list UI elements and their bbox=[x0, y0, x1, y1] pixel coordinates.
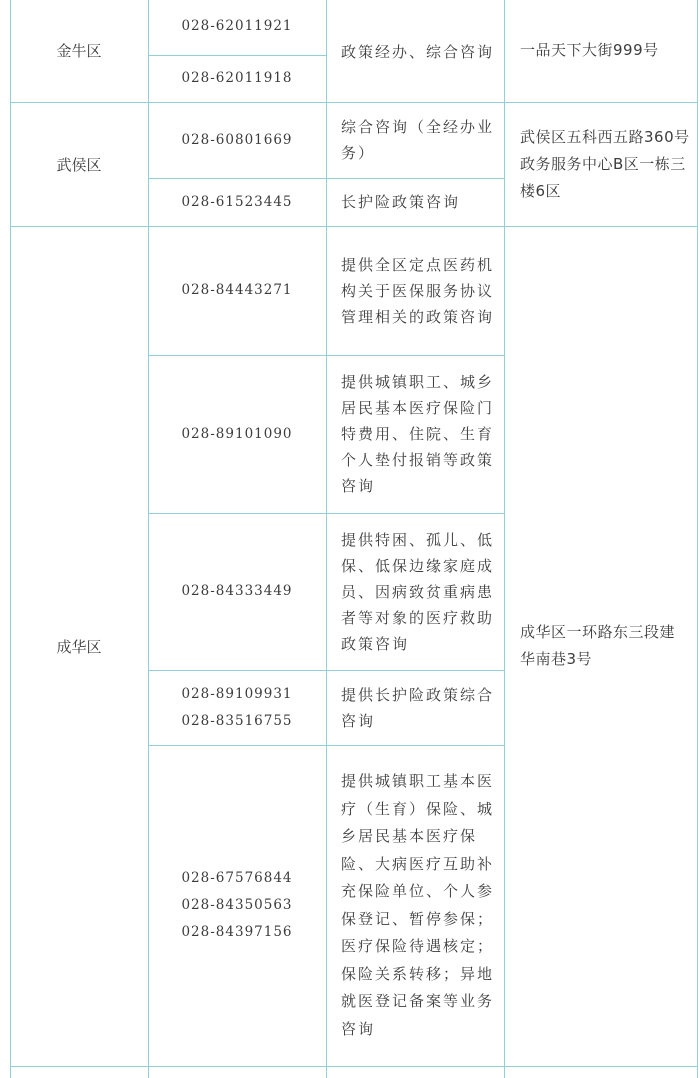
description-cell bbox=[326, 670, 504, 745]
table-border-left bbox=[10, 0, 11, 1078]
sub-row-divider bbox=[148, 178, 504, 179]
address-text: 武侯区五科西五路360号政务服务中心B区一栋三楼6区 bbox=[520, 127, 690, 200]
description-text: 政策经办、综合咨询 bbox=[341, 43, 495, 61]
description-text: 综合咨询（全经办业务） bbox=[341, 118, 495, 162]
phone-number: 028-60801669 bbox=[181, 131, 293, 148]
phone-cell bbox=[148, 178, 326, 226]
phone-number: 028-84443271 bbox=[181, 282, 293, 298]
phone-number: 028-61523445 bbox=[181, 193, 293, 210]
description-cell bbox=[326, 745, 504, 1066]
phone-cell bbox=[148, 355, 326, 513]
sub-row-divider bbox=[148, 513, 504, 514]
description-text: 提供全区定点医药机构关于医保服务协议管理相关的政策咨询 bbox=[341, 255, 495, 326]
district-name: 金牛区 bbox=[56, 41, 102, 60]
sub-row-divider bbox=[148, 670, 504, 671]
phone-cell bbox=[148, 0, 326, 55]
column-divider bbox=[148, 0, 149, 1078]
phone-cell bbox=[148, 513, 326, 670]
description-cell bbox=[326, 355, 504, 513]
phone-number: 028-62011918 bbox=[181, 70, 293, 86]
phone-cell bbox=[148, 745, 326, 1066]
district-cell-wuhou bbox=[10, 102, 148, 226]
description-cell bbox=[326, 178, 504, 226]
district-cell-jinniu bbox=[10, 0, 148, 102]
phone-cell bbox=[148, 670, 326, 745]
phone-number: 028-67576844 bbox=[181, 870, 293, 886]
phone-cell bbox=[148, 55, 326, 102]
district-name: 成华区 bbox=[56, 637, 102, 656]
address-cell bbox=[504, 226, 698, 1066]
district-name: 武侯区 bbox=[56, 155, 102, 174]
description-text: 提供城镇职工基本医疗（生育）保险、城乡居民基本医疗保险、大病医疗互助补充保险单位、个人参保登记、暂停参保；医疗保险待遇核定；保险关系转移；异地就医登记备案等业务咨询 bbox=[341, 772, 495, 1038]
phone-number: 028-62011921 bbox=[181, 18, 293, 34]
sub-row-divider bbox=[148, 55, 326, 56]
address-text: 成华区一环路东三段建华南巷3号 bbox=[520, 623, 676, 668]
row-divider bbox=[10, 1066, 698, 1067]
service-table bbox=[10, 0, 698, 1078]
description-cell bbox=[326, 226, 504, 355]
column-divider bbox=[504, 0, 505, 1078]
address-cell bbox=[504, 0, 698, 102]
description-text: 提供特困、孤儿、低保、低保边缘家庭成员、因病致贫重病患者等对象的医疗救助政策咨询 bbox=[341, 530, 495, 653]
sub-row-divider bbox=[148, 745, 504, 746]
phone-cell bbox=[148, 226, 326, 355]
phone-number: 028-83516755 bbox=[181, 712, 293, 729]
description-text: 提供长护险政策综合咨询 bbox=[341, 685, 495, 730]
phone-number: 028-84350563 bbox=[181, 897, 293, 913]
phone-number: 028-89101090 bbox=[181, 425, 293, 442]
row-divider bbox=[10, 102, 698, 103]
description-cell bbox=[326, 513, 504, 670]
district-cell-chenghua bbox=[10, 226, 148, 1066]
sub-row-divider bbox=[148, 355, 504, 356]
row-divider bbox=[10, 226, 698, 227]
phone-cell bbox=[148, 102, 326, 178]
column-divider bbox=[326, 0, 327, 1078]
description-text: 提供城镇职工、城乡居民基本医疗保险门特费用、住院、生育个人垫付报销等政策咨询 bbox=[341, 373, 495, 495]
address-text: 一品天下大街999号 bbox=[520, 40, 659, 59]
description-cell bbox=[326, 0, 504, 102]
phone-number: 028-84333449 bbox=[181, 583, 293, 599]
description-text: 长护险政策咨询 bbox=[341, 193, 461, 211]
table-border-right bbox=[697, 0, 698, 1078]
phone-number: 028-89109931 bbox=[181, 685, 293, 702]
phone-number: 028-84397156 bbox=[181, 924, 293, 940]
description-cell bbox=[326, 102, 504, 178]
address-cell bbox=[504, 102, 698, 226]
